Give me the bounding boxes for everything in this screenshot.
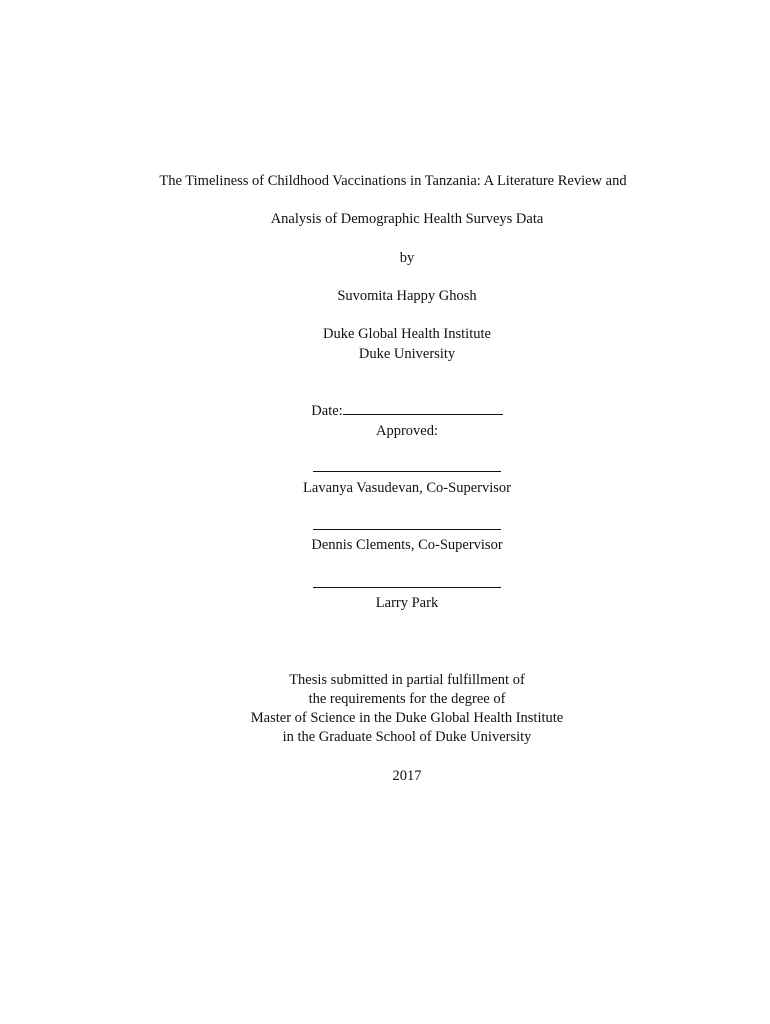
signatory-name-3: Larry Park <box>375 595 439 611</box>
date-field <box>22 402 770 420</box>
signatory-name-1: Lavanya Vasudevan, Co-Supervisor <box>303 480 511 496</box>
date-signature-line <box>343 402 503 415</box>
statement-line-4: in the Graduate School of Duke University <box>282 729 532 745</box>
by-label: by <box>399 250 415 266</box>
title-line-2: Analysis of Demographic Health Surveys Data <box>270 211 544 227</box>
statement-line-1: Thesis submitted in partial fulfillment of <box>289 672 525 688</box>
statement-line-3: Master of Science in the Duke Global Health Institute <box>250 710 564 726</box>
submission-year: 2017 <box>392 768 422 784</box>
signature-line-2 <box>22 517 770 535</box>
signatory-name-2: Dennis Clements, Co-Supervisor <box>311 537 503 553</box>
signature-line-1 <box>22 459 770 477</box>
university-name: Duke University <box>358 346 456 362</box>
signature-line-3 <box>22 575 770 593</box>
statement-line-2: the requirements for the degree of <box>308 691 506 707</box>
author-name: Suvomita Happy Ghosh <box>337 288 477 304</box>
date-label: Date: <box>311 403 343 419</box>
approved-label: Approved: <box>375 423 438 439</box>
institute-name: Duke Global Health Institute <box>323 326 491 342</box>
title-line-1: The Timeliness of Childhood Vaccinations in Tanzania: A Literature Review and <box>159 173 627 189</box>
